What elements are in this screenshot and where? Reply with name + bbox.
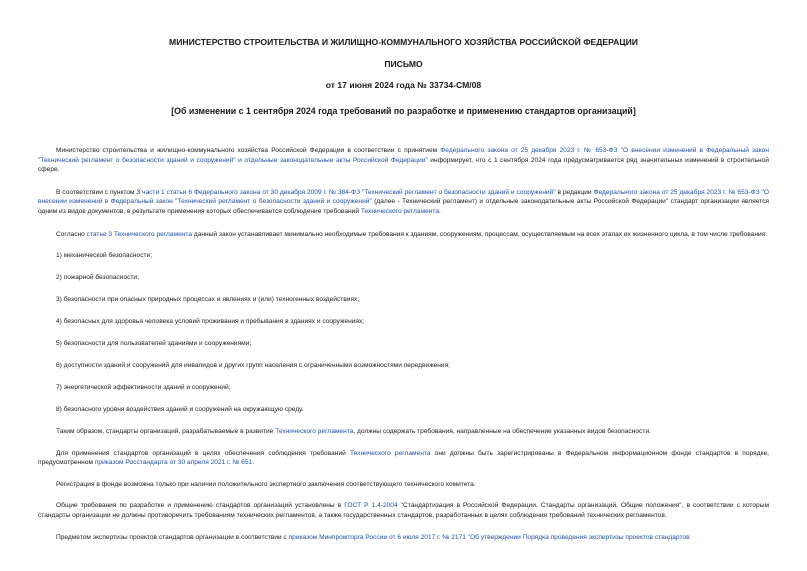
text: В соответствии с пунктом 3 bbox=[56, 188, 143, 196]
document-date-number: от 17 июня 2024 года № 33734-СМ/08 bbox=[325, 80, 482, 90]
link-minpromtorg-order-2171[interactable]: приказом Минпромторга России от 6 июля 2017 г. № 2171 "Об утверждении Порядка проведения экспертизы проектов стандартов bbox=[288, 533, 690, 541]
paragraph-8 bbox=[38, 533, 769, 543]
text: Для применения стандартов организаций в целях обеспечения соблюдения требований bbox=[56, 449, 350, 457]
text: Министерство строительства и жилищно-коммунального хозяйства Российской Федерации в соответствии с принятием bbox=[56, 147, 441, 154]
text: информирует, что с 1 сентября 2024 года предусматривается ряд значительных изменений в строительной сфере. bbox=[38, 156, 769, 174]
list-item: 1) механической безопасности; bbox=[56, 252, 153, 260]
text: данный закон устанавливает минимально необходимые требования к зданиям, сооружениям, процессам, осуществляемым на всех этапах их жизненного цикла, в том числе требования: bbox=[192, 230, 768, 238]
paragraph-1 bbox=[38, 146, 769, 175]
text: Таким образом, стандарты организаций, разрабатываемые в развитие bbox=[56, 428, 276, 436]
text: "Стандартизация в Российской Федерации. Стандарты организаций. Общие положения", в соответствии с которым стандарты организации не должны противоречить требованиям технических регламентов, а также государственных стандартов, разработанных в целях соблюдения требований технических регламентов. bbox=[38, 502, 769, 519]
text: Предметом экспертизы проектов стандартов организации в соответствии с bbox=[56, 533, 289, 541]
paragraph-6 bbox=[38, 480, 769, 490]
link-gost-r-1-4-2004[interactable]: ГОСТ Р 1.4-2004 bbox=[344, 502, 398, 510]
text: Согласно bbox=[56, 230, 87, 238]
document-type: ПИСЬМО bbox=[384, 59, 423, 69]
paragraph-3 bbox=[38, 230, 769, 240]
ministry-title: МИНИСТЕРСТВО СТРОИТЕЛЬСТВА И ЖИЛИЩНО-КОММУНАЛЬНОГО ХОЗЯЙСТВА РОССИЙСКОЙ ФЕДЕРАЦИИ bbox=[169, 37, 638, 47]
paragraph-2 bbox=[38, 188, 769, 217]
link-rosstandart-order-651[interactable]: приказом Росстандарта от 30 апреля 2021 г. № 651 bbox=[94, 459, 253, 467]
list-item: 2) пожарной безопасности; bbox=[56, 274, 139, 282]
document-body bbox=[38, 146, 769, 542]
text: в редакции bbox=[555, 188, 594, 196]
paragraph-4 bbox=[38, 427, 769, 437]
list-item: 6) доступности зданий и сооружений для инвалидов и других групп населения с ограниченными возможностями передвижения; bbox=[56, 362, 450, 370]
text: (далее - Технический регламент) и отдельные законодательные акты Российской Федерации" стандарт организации является одним из видов документов, в результате применения которых обеспечивается соблюдение требований bbox=[38, 198, 769, 215]
paragraph-5 bbox=[38, 449, 769, 468]
text: , должны содержать требования, направленные на обеспечение указанных видов безопасности. bbox=[353, 428, 651, 436]
list-item: 8) безопасного уровня воздействия зданий и сооружений на окружающую среду. bbox=[56, 406, 304, 414]
text: они должны быть зарегистрированы в Федеральном информационном фонде стандартов в порядке, предусмотренном bbox=[38, 449, 770, 467]
link-technical-regulation[interactable]: Технического регламента bbox=[350, 449, 431, 457]
text: Общие требования по разработке и применению стандартов организаций установлены в bbox=[56, 502, 345, 510]
paragraph-7 bbox=[38, 501, 769, 520]
document-subject: [Об изменении с 1 сентября 2024 года требований по разработке и применению стандартов организаций] bbox=[171, 106, 636, 116]
list-item: 7) энергетической эффективности зданий и сооружений; bbox=[56, 384, 231, 392]
text: . bbox=[252, 459, 255, 467]
link-technical-regulation[interactable]: Технического регламента bbox=[360, 207, 440, 215]
list-item: 4) безопасных для здоровья человека условий проживания и пребывания в зданиях и сооружениях; bbox=[56, 318, 365, 326]
text: Регистрация в фонде возможна только при наличии положительного экспертного заключения соответствующего технического комитета. bbox=[56, 480, 476, 488]
link-federal-law-653[interactable]: Федерального закона от 25 декабря 2023 г. № 653-ФЗ "О внесении изменений в Федеральный закон "Технический регламент о безопасности зданий и сооружений" bbox=[38, 188, 769, 206]
list-item: 3) безопасности при опасных природных процессах и явлениях и (или) техногенных воздействиях; bbox=[56, 296, 360, 304]
link-law-384-article-6[interactable]: части 1 статьи 6 Федерального закона от 30 декабря 2009 г. № 384-ФЗ "Технический регламент о безопасности зданий и сооружений" bbox=[142, 188, 556, 196]
link-article-3[interactable]: статье 3 Технического регламента bbox=[86, 230, 193, 238]
text: . bbox=[439, 207, 441, 215]
link-technical-regulation[interactable]: Технического регламента bbox=[275, 428, 354, 436]
link-federal-law-653[interactable]: Федерального закона от 25 декабря 2023 г. № 653-ФЗ "О внесении изменений в Федеральный закон "Технический регламент о безопасности зданий и сооружений" и отдельные законодательные акты Российской Федерации" bbox=[38, 147, 769, 164]
list-item: 5) безопасности для пользователей зданиями и сооружениями; bbox=[56, 340, 252, 348]
